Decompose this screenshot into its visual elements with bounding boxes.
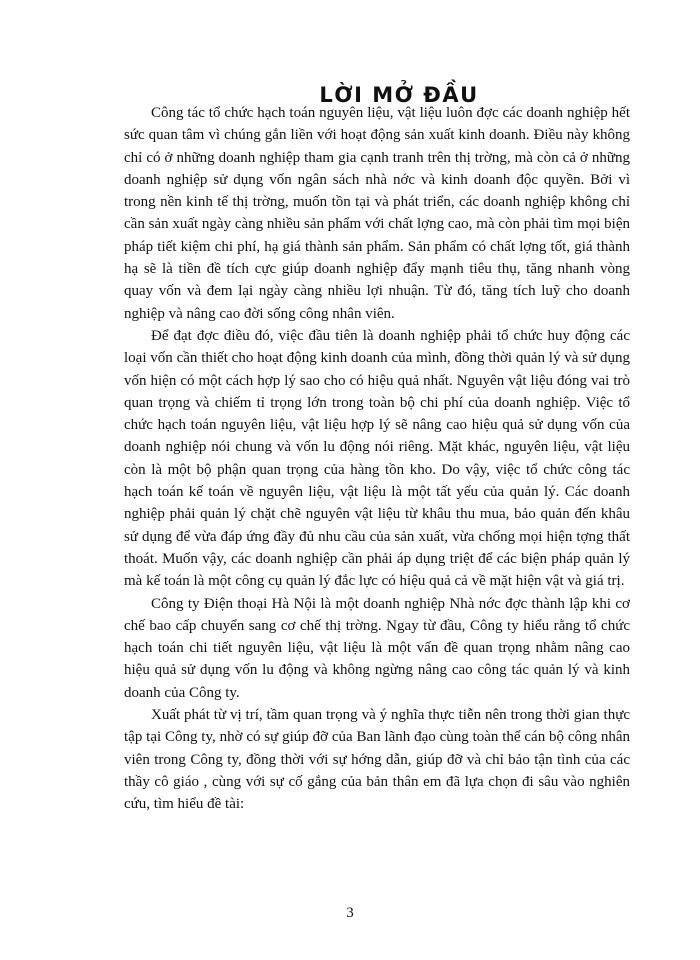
- paragraph: Để đạt đợc điều đó, việc đầu tiên là doanh nghiệp phải tổ chức huy động các loại vốn cần thiết cho hoạt động kinh doanh của mình, đồng thời quản lý và sử dụng vốn hiện có một cách hợp lý sao cho có hiệu quả nhất. Nguyên vật liệu đóng vai trò quan trọng và chiếm tỉ trọng lớn trong toàn bộ chi phí của doanh nghiệp. Việc tổ chức hạch toán nguyên liệu, vật liệu hợp lý sẽ nâng cao hiệu quả sử dụng vốn của doanh nghiệp nói chung và vốn lu động nói riêng. Mặt khác, nguyên liệu, vật liệu còn là một bộ phận quan trọng của hàng tồn kho. Do vậy, việc tổ chức công tác hạch toán kế toán về nguyên liệu, vật liệu là một tất yếu của quản lý. Các doanh nghiệp phải quản lý chặt chẽ nguyên vật liệu từ khâu thu mua, bảo quản đến khâu sử dụng để vừa đáp ứng đầy đủ nhu cầu của sản xuất, vừa chống mọi hiện tợng thất thoát. Muốn vậy, các doanh nghiệp cần phải áp dụng triệt để các biện pháp quản lý mà kế toán là một công cụ quản lý đắc lực có hiệu quả cả về mặt hiện vật và giá trị.: [124, 327, 630, 590]
- paragraph: Công ty Điện thoại Hà Nội là một doanh nghiệp Nhà nớc đợc thành lập khi cơ chế bao cấp chuyển sang cơ chế thị trờng. Ngay từ đầu, Công ty hiểu rằng tổ chức hạch toán chi tiết nguyên liệu, vật liệu là một vấn đề quan trọng nhằm nâng cao hiệu quả sử dụng vốn lu động và không ngừng nâng cao công tác quản lý và kinh doanh của Công ty.: [124, 595, 630, 701]
- document-page: [124, 82, 630, 816]
- page-number: 3: [346, 905, 354, 921]
- paragraph: Xuất phát từ vị trí, tầm quan trọng và ý nghĩa thực tiễn nên trong thời gian thực tập tại Công ty, nhờ có sự giúp đỡ của Ban lãnh đạo cùng toàn thể cán bộ công nhân viên trong Công ty, đồng thời với sự hớng dẫn, giúp đỡ và chỉ bảo tận tình của các thầy cô giáo , cùng với sự cố gắng của bản thân em đã lựa chọn đi sâu vào nghiên cứu, tìm hiểu đề tài:: [124, 707, 630, 813]
- document-title: LỜI MỞ ĐẦU: [319, 83, 479, 107]
- paragraph: Công tác tổ chức hạch toán nguyên liệu, vật liệu luôn đợc các doanh nghiệp hết sức quan tâm vì chúng gắn liền với hoạt động sản xuất kinh doanh. Điều này không chỉ có ở những doanh nghiệp tham gia cạnh tranh trên thị trờng, mà còn cả ở những doanh nghiệp sử dụng vốn ngân sách nhà nớc và kinh doanh độc quyền. Bởi vì trong nền kinh tế thị trờng, muốn tồn tại và phát triển, các doanh nghiệp không chỉ cần sản xuất ngày càng nhiều sản phẩm với chất lợng cao, mà còn phải tìm mọi biện pháp tiết kiệm chi phí, hạ giá thành sản phẩm. Sản phẩm có chất lợng tốt, giá thành hạ sẽ là tiền đề tích cực giúp doanh nghiệp đẩy mạnh tiêu thụ, tăng nhanh vòng quay vốn và đem lại ngày càng nhiều lợi nhuận. Từ đó, tăng tích luỹ cho doanh nghiệp và nâng cao đời sống công nhân viên.: [124, 105, 630, 322]
